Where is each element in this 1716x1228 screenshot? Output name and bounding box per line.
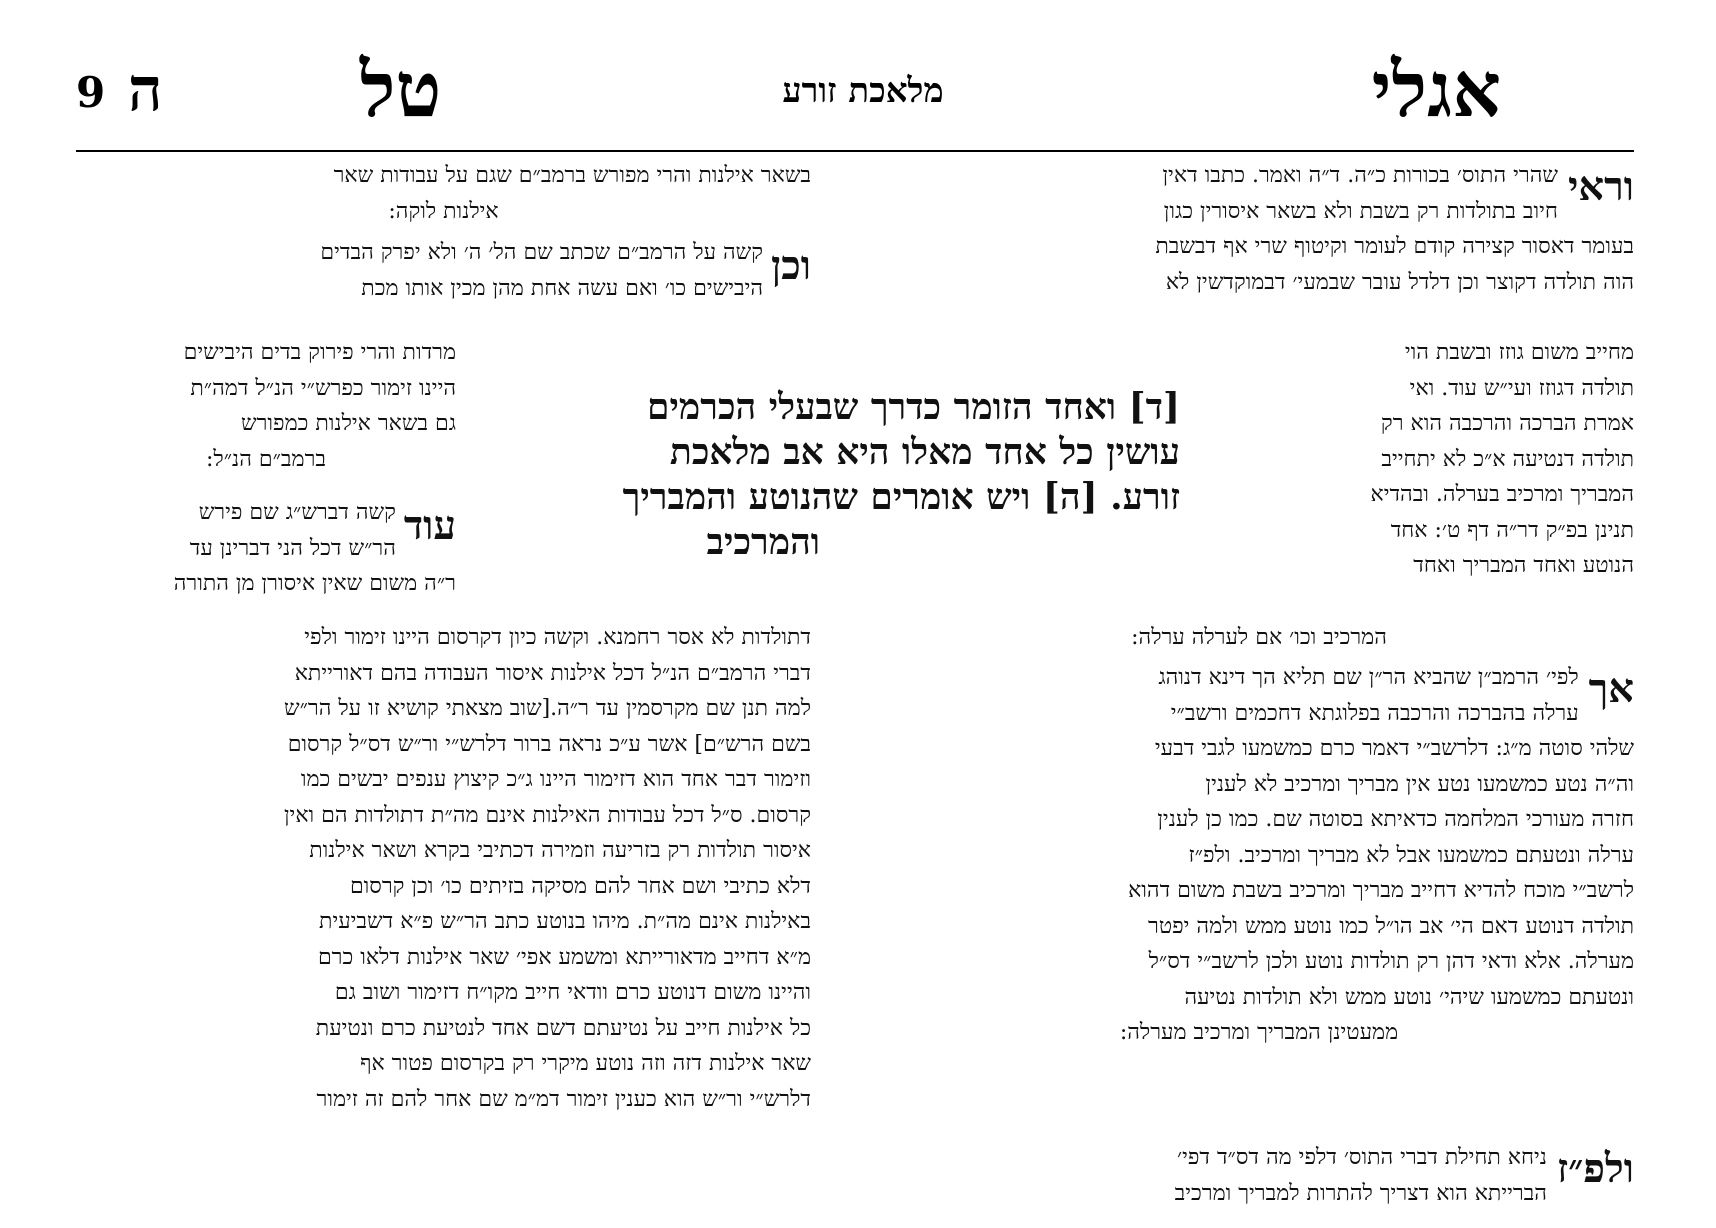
text-line: כל אילנות חייב על נטיעתם דשם אחד לנטיעת כרם ונטיעת [315, 1015, 811, 1041]
text-line: אילנות לוקה: [388, 198, 499, 224]
header-rule [76, 150, 1634, 152]
text-line: ברמב״ם הנ״ל: [205, 446, 326, 472]
text-line: לפי׳ הרמב״ן שהביא הר״ן שם תליא הך דינא דנוהג [1158, 665, 1579, 690]
text-line: בשאר אילנות והרי מפורש ברמב״ם שגם על עבודות שאר [333, 163, 811, 188]
text-line: מערלה. אלא ודאי דהן רק תולדות נוטע ולכן לרשב״י דס״ל [1148, 949, 1634, 974]
text-line: ר״ה משום שאין איסורן מן התורה [173, 571, 456, 596]
text-line: הברייתא הוא דצריך להתרות למבריך ומרכיב [1174, 1180, 1547, 1206]
text-line: דלא כתיבי ושם אחר להם מסיקה בזיתים כו׳ וכן קרסום [349, 873, 811, 899]
lead-word: וכן [771, 242, 811, 289]
lead-word: עוד [403, 502, 456, 549]
text-line: ערלה ונטעתם כמשמעו אבל לא מבריך ומרכיב. ולפ״ז [1188, 842, 1634, 868]
text-line: ערלה בהברכה והרכבה בפלוגתא דחכמים ורשב״י [1170, 700, 1579, 726]
text-line: וה״ה נטע כמשמעו נטע אין מבריך ומרכיב לא לענין [1205, 771, 1634, 797]
text-line: קרסום. ס״ל דכל עבודות האילנות אינם מה״ת דתולדות הם ואין [283, 802, 811, 828]
text-line: תולדה דנטיעה א״כ לא יתחייב [1381, 446, 1634, 472]
text-line: וזימור דבר אחד הוא דזימור היינו ג״כ קיצוץ ענפים יבשים כמו [300, 767, 811, 792]
commentary-left-top [76, 158, 811, 229]
text-line: והיינו משום דנוטע כרם וודאי חייב מקו״ח דזימור ושוב גם [334, 980, 811, 1005]
commentary-right-narrow [1244, 335, 1634, 584]
text-line: דתולדות לא אסר רחמנא. וקשה כיון דקרסום היינו זימור ולפי [304, 625, 811, 650]
commentary-left-od [76, 495, 456, 602]
text-line: גם בשאר אילנות כמפורש [241, 411, 456, 436]
text-line: בעומר דאסור קצירה קודם לעומר וקיטוף שרי אף דבשבת [1155, 234, 1634, 259]
text-line: ממעטינן המבריך ומרכיב מערלה: [1119, 1020, 1399, 1045]
commentary-right-mid [884, 660, 1634, 1051]
text-line: לרשב״י מוכח להדיא דחייב מבריך ומרכיב בשבת משום דהוא [1128, 878, 1634, 903]
text-line: מ״א דחייב מדאורייתא ומשמע אפי׳ שאר אילנות דלאו כרם [317, 944, 811, 970]
text-line: למה תנן שם מקרסמין עד ר״ה.[שוב מצאתי קושיא זו על הר״ש [284, 696, 811, 721]
lead-word: אך [1588, 665, 1634, 712]
commentary-right-top [884, 158, 1634, 300]
chapter-letter: ה [128, 55, 163, 125]
text-line: קשה על הרמב״ם שכתב שם הל׳ ה׳ ולא יפרק הבדים [320, 240, 764, 265]
text-line: הר״ש דכל הני דברינן עד [189, 535, 396, 561]
commentary-left-bottom [76, 620, 811, 1117]
text-line: קשה דברש״ג שם פירש [198, 500, 396, 525]
text-line: חזרה מעורכי המלחמה כדאיתא בסוטה שם. כמו כן לענין [1157, 807, 1634, 832]
text-line: דברי הרמב״ם הנ״ל דכל אילנות איסור העבודה בהם דאורייתא [294, 660, 811, 686]
text-line: הנוטע ואחד המבריך ואחד [1413, 553, 1634, 578]
chapter-title: מלאכת זורע [782, 71, 944, 111]
text-line: מרדות והרי פירוק בדים היבישים [183, 340, 456, 365]
mishnah-line: והמרכיב [706, 521, 820, 563]
commentary-left-mid [76, 235, 811, 306]
text-line: ניחא תחילת דברי התוס׳ דלפי מה דס״ד דפי׳ [1177, 1145, 1547, 1170]
mishnah-line: [ד] ואחד הזומר כדרך שבעלי הכרמים [647, 386, 1180, 428]
text-line: שאר אילנות דזה וזה נוטע מיקרי רק בקרסום פטור אף [360, 1051, 811, 1076]
text-line: חיוב בתולדות רק בשבת ולא בשאר איסורין כגון [1163, 198, 1558, 224]
text-line: באילנות אינם מה״ת. מיהו בנוטע כתב הר״ש פ״א דשביעית [319, 909, 811, 934]
text-line: בשם הרש״ם] אשר ע״כ נראה ברור דלרש״י ור״ש דס״ל קרסום [287, 731, 811, 757]
text-line: תנינן בפ״ק דר״ה דף ט׳: אחד [1390, 517, 1634, 543]
text-line: המרכיב וכו׳ אם לערלה ערלה: [1131, 625, 1387, 650]
text-line: היבישים כו׳ ואם עשה אחת מהן מכין אותו מכת [361, 275, 764, 301]
text-line: תולדה דנוטע דאם הי׳ אב הו״ל כמו נוטע ממש ולמה יפטר [1148, 913, 1634, 939]
text-line: איסור תולדות רק בזריעה וזמירה דכתיבי בקרא ושאר אילנות [309, 838, 811, 863]
lead-word: וראי [1567, 163, 1634, 210]
mishnah-line: עושין כל אחד מאלו היא אב מלאכת [669, 431, 1180, 473]
text-line: תולדה דגוזז ועי״ש עוד. ואי [1409, 375, 1634, 401]
commentary-left-narrow [76, 335, 456, 477]
text-line: המבריך ומרכיב בערלה. ובהדיא [1370, 482, 1634, 507]
text-line: אמרת הברכה והרכבה הוא רק [1380, 411, 1634, 436]
text-line: הוה תולדה דקוצר וכן דלדל עובר שבמעי׳ דבמוקדשין לא [1165, 269, 1634, 295]
mishnah-text [520, 385, 1180, 565]
text-line: דלרש״י ור״ש הוא כענין זימור דמ״מ שם אחר להם זה זימור [316, 1086, 811, 1112]
lead-word: ולפ״ז [1556, 1145, 1634, 1192]
text-line: שהרי התוס׳ בכורות כ״ה. ד״ה ואמר. כתבו דאין [1162, 163, 1558, 188]
commentary-right-closing [884, 620, 1634, 656]
page-number: 9 [76, 68, 106, 117]
text-line: מחייב משום גוזז ובשבת הוי [1404, 340, 1634, 365]
text-line: היינו זימור כפרש״י הנ״ל דמה״ת [190, 375, 456, 401]
commentary-right-bottom [884, 1140, 1634, 1211]
mishnah-line: זורע. [ה] ויש אומרים שהנוטע והמבריך [622, 476, 1180, 518]
text-line: שלהי סוטה מ״ג: דלרשב״י דאמר כרם כמשמעו לגבי דבעי [1154, 736, 1634, 761]
book-title-right: אגלי [1371, 45, 1501, 134]
book-title-left: טל [360, 45, 442, 134]
text-line: ונטעתם כמשמעו שיהי׳ נוטע ממש ולא תולדות נטיעה [1184, 984, 1634, 1010]
